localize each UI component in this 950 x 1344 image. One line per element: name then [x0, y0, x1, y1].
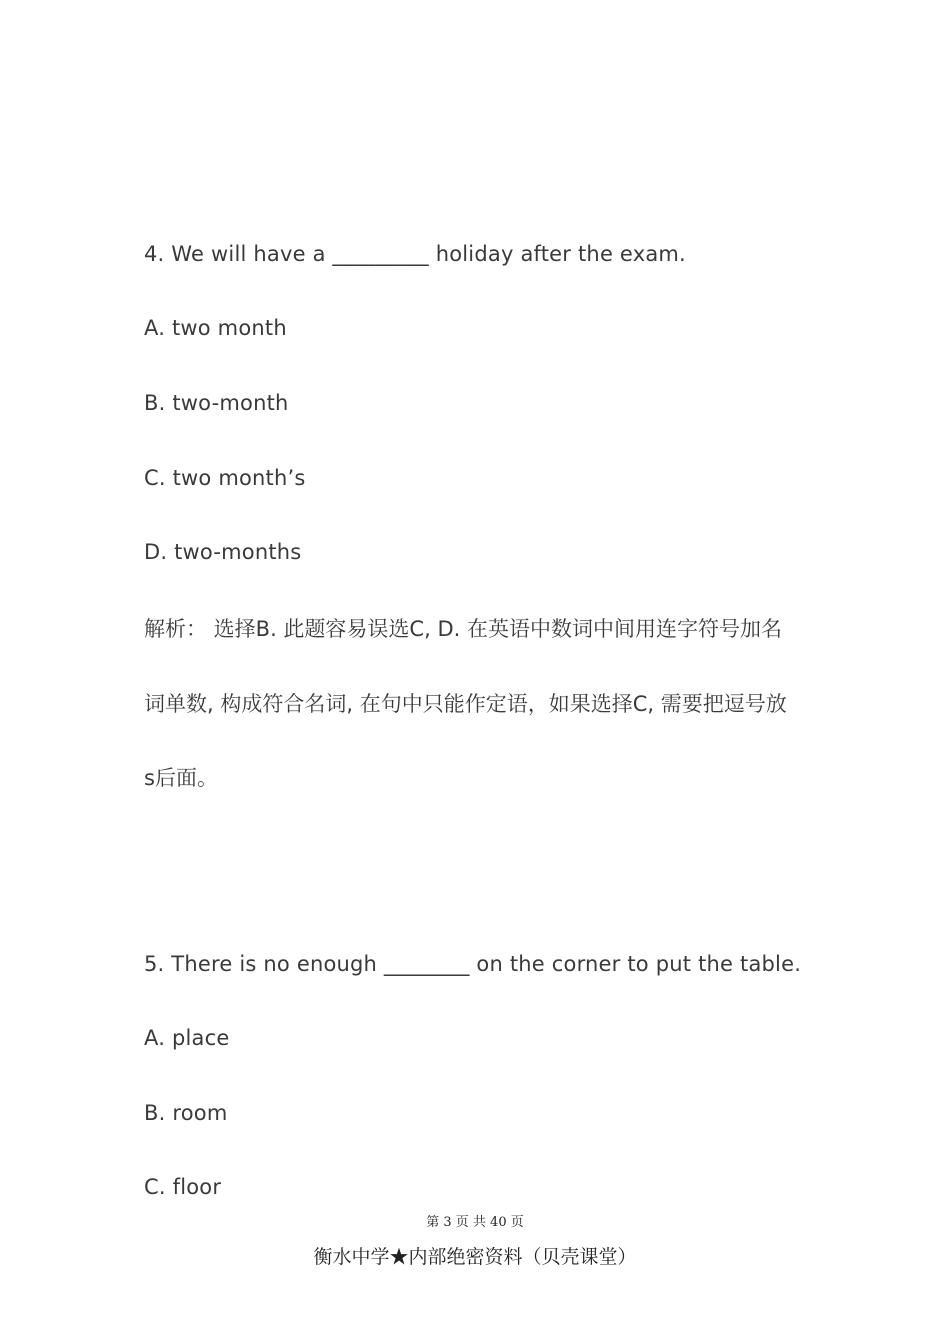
question-5-option-a: A. place — [144, 1026, 230, 1050]
page-number: 第 3 页 共 40 页 — [426, 1215, 524, 1230]
question-4-option-a: A. two month — [144, 316, 287, 340]
footer-brand: 衡水中学★内部绝密资料（贝壳课堂） — [313, 1246, 637, 1268]
question-4-option-b: B. two-month — [144, 391, 289, 415]
question-4-option-d: D. two-months — [144, 540, 302, 564]
question-4-option-c: C. two month’s — [144, 466, 306, 490]
question-4-analysis-line-3: s后面。 — [144, 766, 218, 790]
question-5-option-c: C. floor — [144, 1175, 222, 1199]
question-4-analysis-line-1: 解析： 选择B. 此题容易误选C, D. 在英语中数词中间用连字符号加名 — [144, 617, 782, 641]
question-5-stem: 5. There is no enough ________ on the corner to put the table. — [144, 952, 802, 976]
question-4-analysis-line-2: 词单数, 构成符合名词, 在句中只能作定语，如果选择C, 需要把逗号放 — [144, 692, 787, 716]
question-5-option-b: B. room — [144, 1101, 228, 1125]
question-4-stem: 4. We will have a _________ holiday after the exam. — [144, 242, 686, 266]
